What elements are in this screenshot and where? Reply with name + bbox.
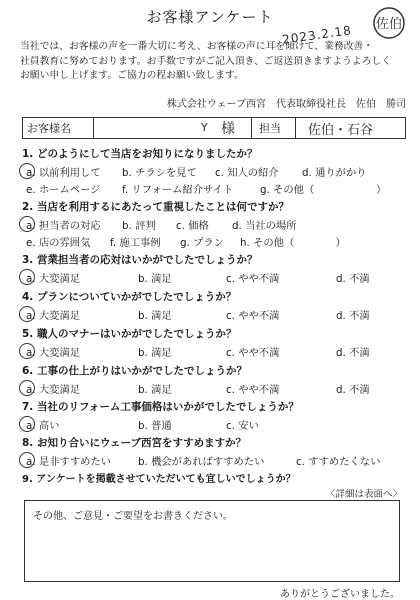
comment-box[interactable] <box>24 500 400 582</box>
company-signature: 株式会社ウェーブ西宮 代表取締役社長 佐伯 勝司 <box>166 99 406 110</box>
q6-option[interactable]: b. 満足 <box>138 384 172 396</box>
q3-option[interactable]: c. やや不満 <box>226 273 280 285</box>
q1-option[interactable]: f. リフォーム紹介サイト <box>122 184 234 196</box>
handwritten-date: 2023.2.18 <box>281 23 353 47</box>
q2-option[interactable]: b. 評判 <box>122 220 156 232</box>
question-9: 9. アンケートを掲載させていただいても宜しいでしょうか？ <box>22 474 296 485</box>
q6-option[interactable]: d. 不満 <box>336 384 370 396</box>
q2-option[interactable]: d. 当社の場所 <box>232 220 297 232</box>
q6-option[interactable]: a. 大変満足 <box>26 384 81 396</box>
selected-circle-icon <box>19 163 35 179</box>
question-1: 1. どのようにして当店をお知りになりましたか？ <box>22 148 258 160</box>
q4-option[interactable]: b. 満足 <box>138 310 172 322</box>
comment-label: その他、ご意見・ご要望をお書きください。 <box>33 511 233 522</box>
hanko-stamp-icon <box>372 6 406 40</box>
question-3: 3. 営業担当者の応対はいかがでしたでしょうか？ <box>22 254 258 266</box>
details-note: 〈詳細は表面へ〉 <box>325 489 402 500</box>
customer-name-value[interactable]: Y <box>201 121 208 134</box>
q1-option[interactable]: a. 以前利用して <box>26 167 101 179</box>
q8-option[interactable]: b. 機会があればすすめたい <box>138 456 265 468</box>
name-divider <box>295 118 296 138</box>
question-6: 6. 工事の仕上がりはいかがでしたでしょうか？ <box>22 365 247 377</box>
q1-option[interactable]: c. 知人の紹介 <box>215 167 279 179</box>
q3-option[interactable]: a. 大変満足 <box>26 273 81 285</box>
selected-circle-icon <box>19 380 35 396</box>
selected-circle-icon <box>19 306 35 322</box>
customer-name-box <box>22 117 406 139</box>
q1-option[interactable]: d. 通りがかり <box>302 167 367 179</box>
tanto-label: 担当 <box>259 122 281 135</box>
intro-text <box>20 40 400 84</box>
form-title: お客様アンケート <box>146 8 274 26</box>
q8-option[interactable]: a. 是非すすめたい <box>26 456 112 468</box>
q3-option[interactable]: d. 不満 <box>336 273 370 285</box>
tanto-person-value[interactable]: 佐伯・石谷 <box>308 123 374 138</box>
q2-option[interactable]: g. プラン <box>180 237 224 249</box>
q1-option[interactable]: e. ホームページ <box>26 184 101 196</box>
q7-option[interactable]: c. 安い <box>226 420 259 432</box>
selected-circle-icon <box>19 416 35 432</box>
question-2: 2. 当店を利用するにあたって重視したことは何ですか？ <box>22 201 289 213</box>
intro-line: 当社では、お客様の声を一番大切に考え、お客様の声に耳を傾けて、業務改善・ <box>20 41 374 52</box>
q5-option[interactable]: c. やや不満 <box>226 347 280 359</box>
q2-option[interactable]: e. 店の雰囲気 <box>26 237 91 249</box>
selected-circle-icon <box>19 216 35 232</box>
thanks-text: ありがとうございました。 <box>280 589 400 600</box>
q1-option[interactable]: b. チラシを見て <box>122 167 197 179</box>
q7-option[interactable]: a. 高い <box>26 420 60 432</box>
q4-option[interactable]: c. やや不満 <box>226 310 280 322</box>
q1-option[interactable]: g. その他（ ） <box>260 184 387 196</box>
q5-option[interactable]: d. 不満 <box>336 347 370 359</box>
q6-option[interactable]: c. やや不満 <box>226 384 280 396</box>
intro-line: お願い申し上げます。ご協力の程お願い致します。 <box>20 70 244 81</box>
selected-circle-icon <box>19 452 35 468</box>
intro-line: 社員教育に努めております。お手数ですがご記入頂き、ご返送頂きますようよろしく <box>20 55 392 67</box>
q2-option[interactable]: a. 担当者の対応 <box>26 220 101 232</box>
q2-option[interactable]: c. 価格 <box>176 220 209 232</box>
q8-option[interactable]: c. すすめたくない <box>296 456 381 468</box>
name-divider <box>251 118 252 138</box>
q4-option[interactable]: d. 不満 <box>336 310 370 322</box>
q5-option[interactable]: b. 満足 <box>138 347 172 359</box>
selected-circle-icon <box>19 269 35 285</box>
name-divider <box>93 118 94 138</box>
selected-circle-icon <box>19 343 35 359</box>
q2-option[interactable]: h. その他（ ） <box>240 237 346 249</box>
question-7: 7. 当社のリフォーム工事価格はいかがでしたでしょうか？ <box>22 401 299 413</box>
q2-option[interactable]: f. 施工事例 <box>110 237 161 249</box>
svg-text:佐伯: 佐伯 <box>375 17 403 32</box>
customer-name-label: お客様名 <box>27 122 71 135</box>
q4-option[interactable]: a. 大変満足 <box>26 310 81 322</box>
question-5: 5. 職人のマナーはいかがでしたでしょうか？ <box>22 328 237 340</box>
question-4: 4. プランについていかがでしたでしょうか？ <box>22 291 237 303</box>
q3-option[interactable]: b. 満足 <box>138 273 172 285</box>
q7-option[interactable]: b. 普通 <box>138 420 172 432</box>
question-8: 8. お知り合いにウェーブ西宮をすすめますか？ <box>22 437 247 449</box>
sama-suffix: 様 <box>221 121 235 137</box>
q5-option[interactable]: a. 大変満足 <box>26 347 81 359</box>
